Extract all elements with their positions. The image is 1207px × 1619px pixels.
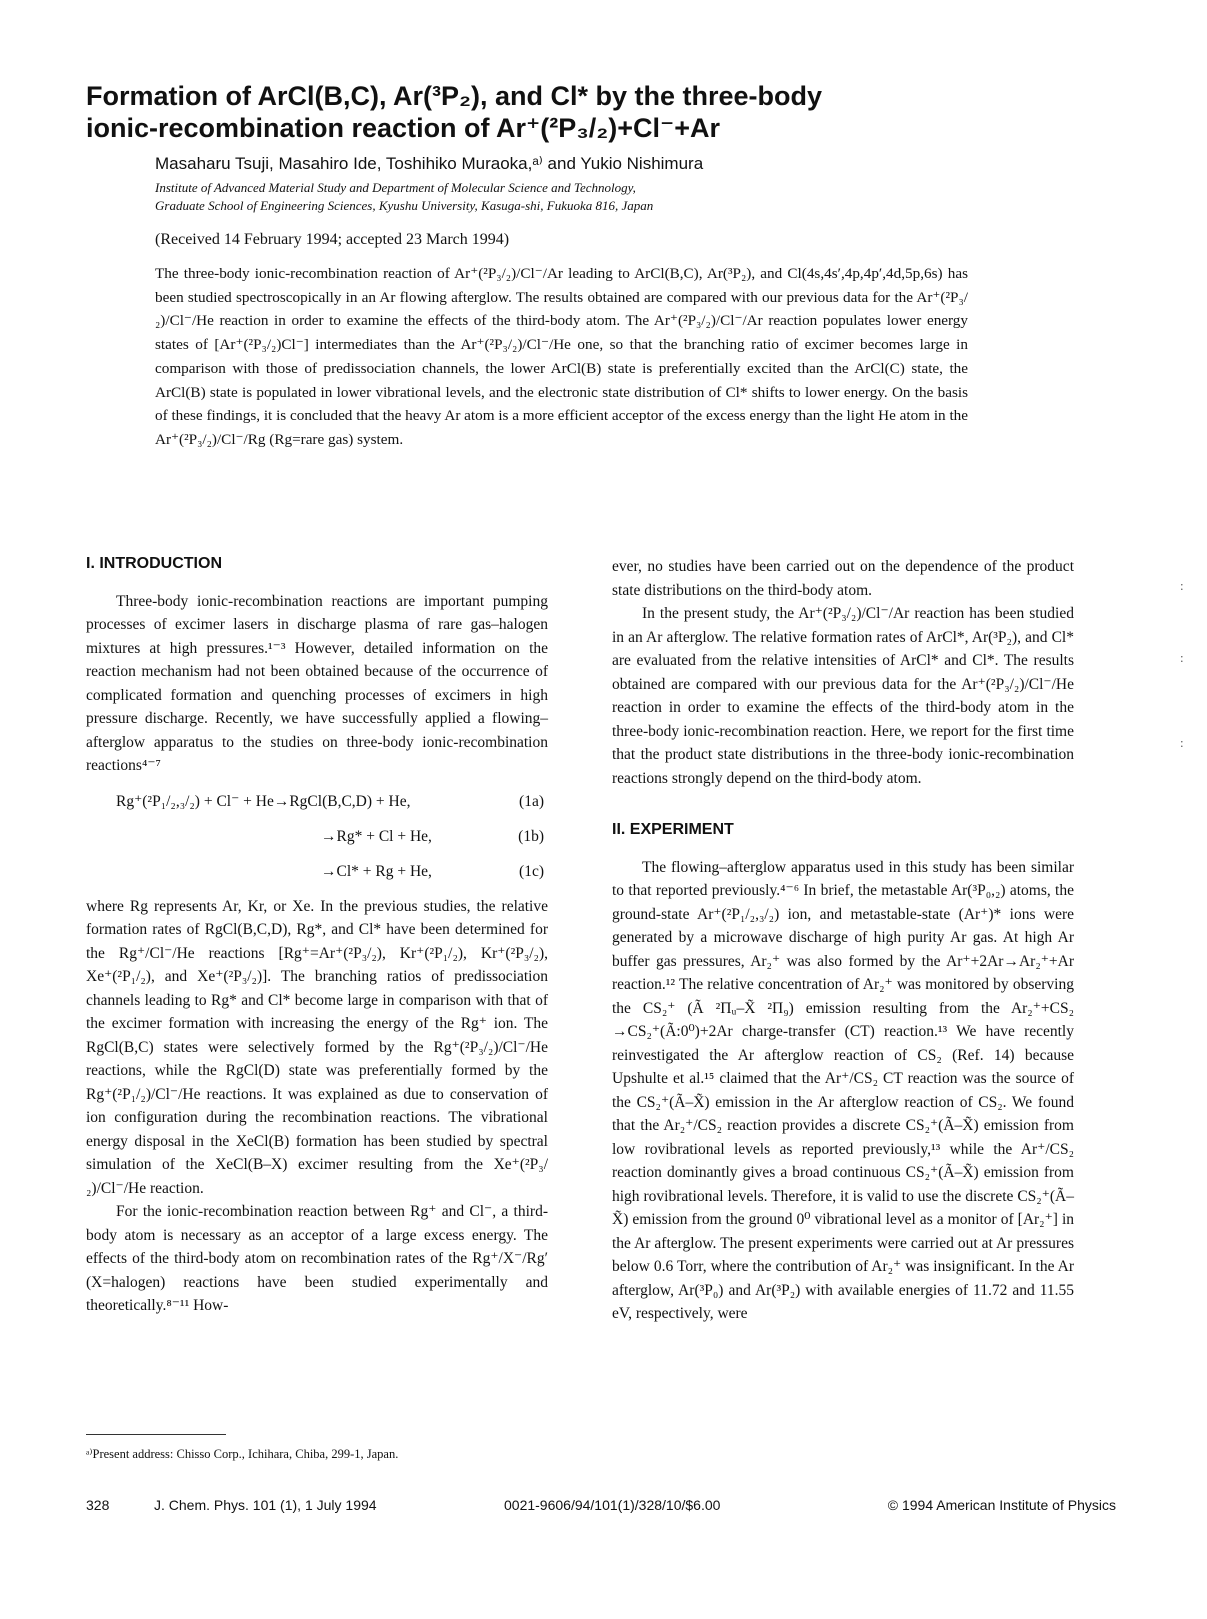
article-code: 0021-9606/94/101(1)/328/10/$6.00: [504, 1497, 721, 1513]
footnote: ᵃ⁾Present address: Chisso Corp., Ichihara, Chiba, 299-1, Japan.: [86, 1447, 399, 1461]
equation-block: [86, 784, 548, 889]
scan-artifact: :: [1180, 650, 1184, 665]
page-number: 328: [86, 1497, 110, 1513]
equation-text: →Cl* + Rg + He,: [321, 862, 432, 880]
equation-text: →Rg* + Cl + He,: [321, 827, 432, 845]
equation-1b: [86, 819, 548, 854]
equation-text: Rg⁺(²P₁/₂,₃/₂) + Cl⁻ + He→RgCl(B,C,D) + He,: [116, 792, 411, 810]
intro-paragraph-3: For the ionic-recombination reaction between Rg⁺ and Cl⁻, a third-body atom is necessary as an acceptor of a large excess energy. The effects of the third-body atom on recombination rates of the Rg⁺/X⁻/Rg′ (X=halogen) reactions have been studied experimentally and theoretically.⁸⁻¹¹ How-: [86, 1203, 548, 1314]
section-heading-introduction: I. INTRODUCTION: [86, 555, 222, 572]
equation-1c: [86, 854, 548, 889]
scan-artifact: :: [1180, 578, 1184, 593]
author-list: Masaharu Tsuji, Masahiro Ide, Toshihiko Muraoka,ᵃ⁾ and Yukio Nishimura: [155, 154, 704, 173]
affiliation-line-1: Institute of Advanced Material Study and Department of Molecular Science and Technology,: [155, 180, 636, 195]
title-line-1: Formation of ArCl(B,C), Ar(³P₂), and Cl* by the three-body: [86, 81, 822, 111]
intro-paragraph-5: In the present study, the Ar⁺(²P₃/₂)/Cl⁻/Ar reaction has been studied in an Ar afterglow. The relative formation rates of ArCl*, Ar(³P₂), and Cl* are evaluated from the relative intensities of ArCl* and Cl*. The results obtained are compared with our previous data for the Ar⁺(²P₃/₂)/Cl⁻/He reaction in order to examine the effects of the third-body atom in the three-body ionic-recombination reaction. Here, we report for the first time that the product state distributions in the three-body ionic-recombination reactions strongly depend on the third-body atom.: [612, 605, 1074, 787]
title-line-2: ionic-recombination reaction of Ar⁺(²P₃/₂)+Cl⁻+Ar: [86, 113, 721, 143]
experiment-paragraph-1: The flowing–afterglow apparatus used in this study has been similar to that reported previously.⁴⁻⁶ In brief, the metastable Ar(³P₀,₂) atoms, the ground-state Ar⁺(²P₁/₂,₃/₂) ion, and metastable-state (Ar⁺)* ions were generated by a microwave discharge of high purity Ar gas. At high Ar buffer gas pressures, Ar₂⁺ was also formed by the Ar⁺+2Ar→Ar₂⁺+Ar reaction.¹² The relative concentration of Ar₂⁺ was monitored by observing the CS₂⁺ (Ã ²Πᵤ–X̃ ²Π₉) emission resulting from the Ar₂⁺+CS₂ →CS₂⁺(Ã:0⁰)+2Ar charge-transfer (CT) reaction.¹³ We have recently reinvestigated the Ar afterglow reaction of CS₂ (Ref. 14) because Upshulte et al.¹⁵ claimed that the Ar⁺/CS₂ CT reaction was the source of the CS₂⁺(Ã–X̃) emission in the Ar afterglow reaction of CS₂. We found that the Ar₂⁺/CS₂ reaction provides a discrete CS₂⁺(Ã–X̃) emission from low rovibrational levels as reported previously,¹³ while the Ar⁺/CS₂ reaction dominantly gives a broad continuous CS₂⁺(Ã–X̃) emission from high rovibrational levels. Therefore, it is valid to use the discrete CS₂⁺(Ã–X̃) emission from the ground 0⁰ vibrational level as a monitor of [Ar₂⁺] in the Ar afterglow. The present experiments were carried out at Ar pressures below 0.6 Torr, where the contribution of Ar₂⁺ was insignificant. In the Ar afterglow, Ar(³P₀) and Ar(³P₂) with available energies of 11.72 and 11.55 eV, respectively, were: [612, 858, 1074, 1322]
equation-1a: [86, 784, 548, 819]
equation-number: (1c): [519, 862, 544, 880]
scan-artifact: :: [1180, 735, 1184, 750]
journal-citation: J. Chem. Phys. 101 (1), 1 July 1994: [154, 1497, 377, 1513]
equation-number: (1a): [519, 792, 544, 810]
section-heading-experiment: II. EXPERIMENT: [612, 821, 734, 838]
right-column: [612, 555, 1074, 1326]
article-title: [86, 80, 1126, 144]
footnote-divider: [86, 1434, 226, 1435]
intro-paragraph-2: where Rg represents Ar, Kr, or Xe. In the previous studies, the relative formation rates of RgCl(B,C,D), Rg*, and Cl* have been determined for the Rg⁺/Cl⁻/He reactions [Rg⁺=Ar⁺(²P₃/₂), Kr⁺(²P₁/₂), Kr⁺(²P₃/₂), Xe⁺(²P₁/₂), and Xe⁺(²P₃/₂)]. The branching ratios of predissociation channels leading to Rg* and Cl* become large in comparison with that of the excimer formation with increasing the energy of the Rg⁺ ion. The RgCl(B,C) states were selectively formed by the Rg⁺(²P₃/₂)/Cl⁻/He reactions, while the RgCl(D) state was preferentially formed by the Rg⁺(²P₁/₂)/Cl⁻/He reactions. It was explained as due to conservation of ion configuration during the recombination reactions. The vibrational energy disposal in the XeCl(B) formation has been studied by spectral simulation of the XeCl(B–X) excimer resulting from the Xe⁺(²P₃/₂)/Cl⁻/He reaction.: [86, 897, 548, 1197]
abstract: The three-body ionic-recombination reaction of Ar⁺(²P₃/₂)/Cl⁻/Ar leading to ArCl(B,C), Ar(³P₂), and Cl(4s,4s′,4p,4p′,4d,5p,6s) has been studied spectroscopically in an Ar flowing afterglow. The results obtained are compared with our previous data for the Ar⁺(²P₃/₂)/Cl⁻/He reaction in order to examine the effects of the third-body atom. The Ar⁺(²P₃/₂)/Cl⁻/Ar reaction populates lower energy states of [Ar⁺(²P₃/₂)Cl⁻] intermediates than the Ar⁺(²P₃/₂)/Cl⁻/He one, so that the branching ratio of excimer becomes large in comparison with those of predissociation channels, the lower ArCl(B) state is preferentially excited than the ArCl(C) state, the ArCl(B) state is populated in lower vibrational levels, and the electronic state distribution of Cl* shifts to lower energy. On the basis of these findings, it is concluded that the heavy Ar atom is a more efficient acceptor of the excess energy than the light He atom in the Ar⁺(²P₃/₂)/Cl⁻/Rg (Rg=rare gas) system.: [155, 265, 968, 448]
equation-number: (1b): [518, 827, 544, 845]
affiliation: [155, 179, 1115, 215]
copyright-notice: © 1994 American Institute of Physics: [887, 1497, 1116, 1513]
intro-paragraph-1: Three-body ionic-recombination reactions are important pumping processes of excimer lasers in discharge plasma of rare gas–halogen mixtures at high pressures.¹⁻³ However, detailed information on the reaction mechanism had not been obtained because of the occurrence of complicated formation and quenching processes of excimers in high pressure discharge. Recently, we have successfully applied a flowing–afterglow apparatus to the studies on three-body ionic-recombination reactions⁴⁻⁷: [86, 592, 548, 774]
received-dates: (Received 14 February 1994; accepted 23 March 1994): [155, 231, 510, 248]
intro-paragraph-4: ever, no studies have been carried out on the dependence of the product state distributions on the third-body atom.: [612, 558, 1074, 599]
left-column: [86, 552, 548, 1318]
affiliation-line-2: Graduate School of Engineering Sciences, Kyushu University, Kasuga-shi, Fukuoka 816, Japan: [155, 198, 654, 213]
